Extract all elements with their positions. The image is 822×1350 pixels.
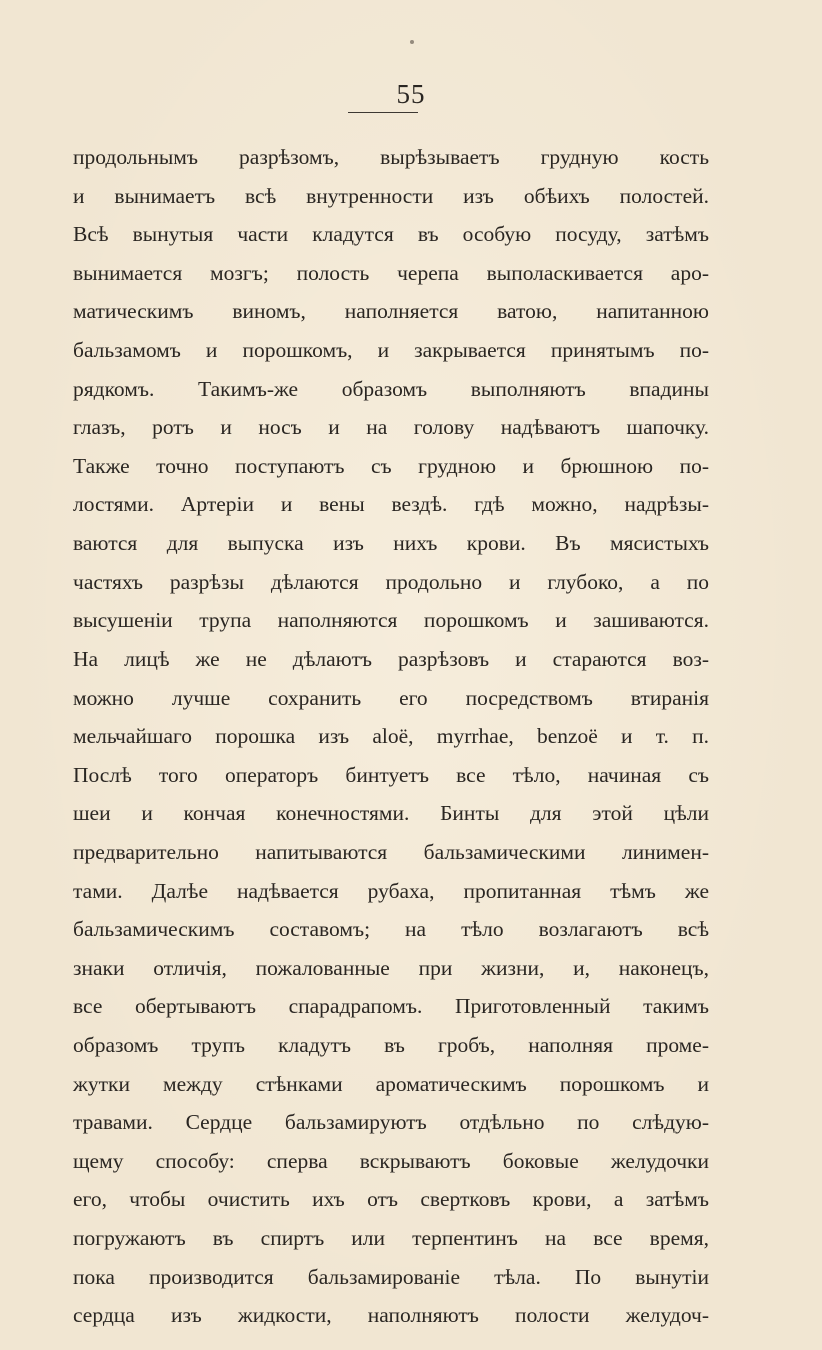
text-line: и вынимаетъ всѣ внутренности изъ обѣихъ полостей.: [73, 183, 709, 208]
page-number: 55: [396, 79, 426, 109]
text-line: щему способу: сперва вскрываютъ боковые желудочки: [73, 1148, 709, 1173]
text-line: рядкомъ. Такимъ-же образомъ выполняютъ впадины: [73, 376, 709, 401]
text-line: Всѣ вынутыя части кладутся въ особую посуду, затѣмъ: [73, 222, 709, 247]
text-line: погружаютъ въ спиртъ или терпентинъ на все время,: [73, 1226, 709, 1251]
header-rule: [348, 112, 418, 113]
text-line: частяхъ разрѣзы дѣлаются продольно и глубоко, а по: [73, 569, 709, 594]
text-line: вынимается мозгъ; полость черепа выполаскивается аро-: [73, 260, 709, 285]
text-line: На лицѣ же не дѣлаютъ разрѣзовъ и стараются воз-: [73, 646, 709, 671]
text-line: Также точно поступаютъ съ грудною и брюшною по-: [73, 453, 709, 478]
page-speck: [410, 40, 414, 44]
text-line: жутки между стѣнками ароматическимъ порошкомъ и: [73, 1071, 709, 1096]
text-line: продольнымъ разрѣзомъ, вырѣзываетъ грудную кость: [73, 145, 709, 169]
text-line: Послѣ того операторъ бинтуетъ все тѣло, начиная съ: [73, 762, 709, 787]
text-line: высушеніи трупа наполняются порошкомъ и зашиваются.: [73, 608, 709, 633]
text-line: бальзамическимъ составомъ; на тѣло возлагаютъ всѣ: [73, 917, 709, 942]
text-line: предварительно напитываются бальзамическими линимен-: [73, 839, 709, 864]
text-line: знаки отличія, пожалованные при жизни, и, наконецъ,: [73, 955, 709, 980]
text-line: лостями. Артеріи и вены вездѣ. гдѣ можно, надрѣзы-: [73, 492, 709, 517]
text-line: пока производится бальзамированіе тѣла. По вынутіи: [73, 1264, 709, 1289]
text-line: бальзамомъ и порошкомъ, и закрывается принятымъ по-: [73, 338, 709, 363]
text-line: матическимъ виномъ, наполняется ватою, напитанною: [73, 299, 709, 324]
text-line: мельчайшаго порошка изъ aloë, myrrhae, benzoë и т. п.: [73, 724, 709, 749]
text-line: шеи и кончая конечностями. Бинты для этой цѣли: [73, 801, 709, 826]
text-line: его, чтобы очистить ихъ отъ свертковъ крови, а затѣмъ: [73, 1187, 709, 1212]
text-line: глазъ, ротъ и носъ и на голову надѣваютъ шапочку.: [73, 415, 709, 440]
text-line: тами. Далѣе надѣвается рубаха, пропитанная тѣмъ же: [73, 878, 709, 903]
text-line: ваются для выпуска изъ нихъ крови. Въ мясистыхъ: [73, 531, 709, 556]
text-line: травами. Сердце бальзамируютъ отдѣльно по слѣдую-: [73, 1110, 709, 1135]
text-line: можно лучше сохранить его посредствомъ втиранія: [73, 685, 709, 710]
body-text: [73, 138, 709, 1335]
text-line: сердца изъ жидкости, наполняютъ полости желудоч-: [73, 1303, 709, 1328]
text-line: все обертываютъ спарадрапомъ. Приготовленный такимъ: [73, 994, 709, 1019]
text-line: образомъ трупъ кладутъ въ гробъ, наполняя проме-: [73, 1033, 709, 1058]
